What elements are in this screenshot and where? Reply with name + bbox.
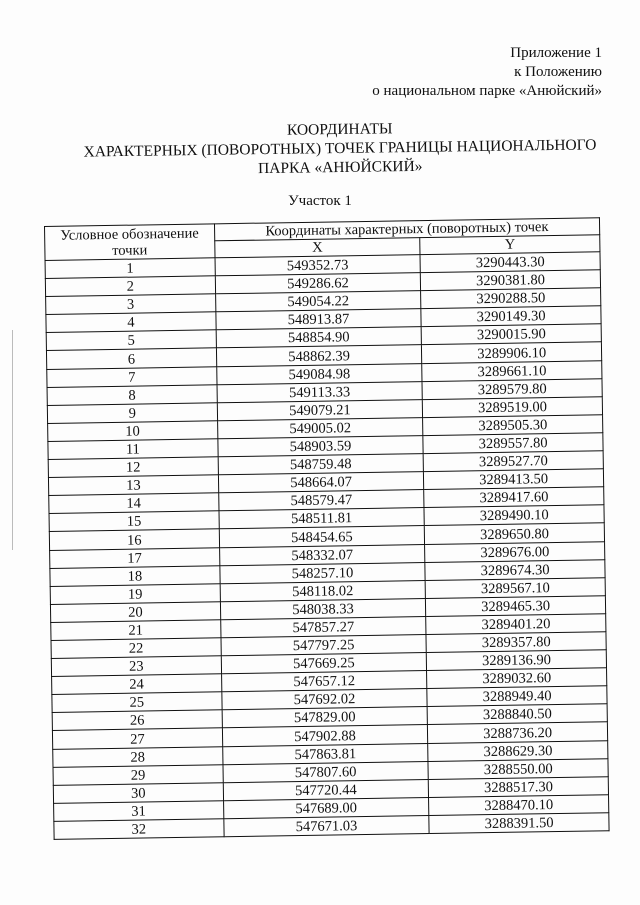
y-coordinate-cell: 3290015.90 (421, 324, 601, 345)
x-coordinate-cell: 547657.12 (221, 671, 427, 692)
y-coordinate-cell: 3288470.10 (429, 795, 609, 816)
x-coordinate-cell: 548038.33 (220, 598, 426, 619)
point-number-cell: 25 (52, 692, 222, 713)
x-coordinate-cell: 549079.21 (217, 399, 423, 420)
point-number-cell: 5 (46, 330, 216, 351)
x-coordinate-cell: 549286.62 (215, 273, 421, 294)
y-coordinate-cell: 3289661.10 (422, 360, 602, 381)
point-number-cell: 2 (45, 276, 215, 297)
y-coordinate-cell: 3288629.30 (428, 740, 608, 761)
y-coordinate-cell: 3289676.00 (425, 541, 605, 562)
x-coordinate-cell: 548862.39 (216, 345, 422, 366)
y-coordinate-cell: 3289519.00 (423, 397, 603, 418)
x-coordinate-cell: 547689.00 (223, 797, 429, 818)
x-coordinate-cell: 548664.07 (218, 472, 424, 493)
x-coordinate-cell: 547720.44 (223, 779, 429, 800)
point-number-cell: 32 (54, 819, 224, 840)
header-x: X (214, 238, 420, 258)
y-coordinate-cell: 3290443.30 (420, 252, 600, 273)
point-number-cell: 14 (49, 493, 219, 514)
y-coordinate-cell: 3289401.20 (426, 614, 606, 635)
point-number-cell: 29 (53, 764, 223, 785)
point-number-cell: 27 (52, 728, 222, 749)
y-coordinate-cell: 3289579.80 (422, 378, 602, 399)
point-number-cell: 31 (54, 801, 224, 822)
x-coordinate-cell: 547797.25 (221, 635, 427, 656)
x-coordinate-cell: 547807.60 (223, 761, 429, 782)
y-coordinate-cell: 3289413.50 (424, 469, 604, 490)
appendix-line-1: Приложение 1 (510, 45, 602, 61)
x-coordinate-cell: 548454.65 (219, 526, 425, 547)
x-coordinate-cell: 548257.10 (220, 562, 426, 583)
point-number-cell: 19 (50, 583, 220, 604)
point-number-cell: 26 (52, 710, 222, 731)
x-coordinate-cell: 548579.47 (218, 490, 424, 511)
y-coordinate-cell: 3289505.30 (423, 415, 603, 436)
x-coordinate-cell: 547829.00 (222, 707, 428, 728)
point-number-cell: 10 (48, 421, 218, 442)
title-line-2: ХАРАКТЕРНЫХ (ПОВОРОТНЫХ) ТОЧЕК ГРАНИЦЫ НАЦИОНАЛЬНОГО (83, 136, 597, 161)
y-coordinate-cell: 3288840.50 (427, 704, 607, 725)
x-coordinate-cell: 548332.07 (219, 544, 425, 565)
x-coordinate-cell: 547863.81 (222, 743, 428, 764)
appendix-line-2: к Положению (514, 64, 602, 80)
point-number-cell: 28 (53, 746, 223, 767)
scan-edge-line (12, 330, 13, 550)
section-label: Участок 1 (288, 193, 352, 209)
x-coordinate-cell: 547669.25 (221, 653, 427, 674)
title-line-3: ПАРКА «АНЮЙСКИЙ» (257, 157, 423, 178)
x-coordinate-cell: 548511.81 (219, 508, 425, 529)
appendix-note (372, 44, 602, 101)
coordinates-table (44, 217, 610, 840)
coordinates-table-body (45, 252, 609, 840)
y-coordinate-cell: 3288517.30 (429, 776, 609, 797)
x-coordinate-cell: 548903.59 (218, 436, 424, 457)
x-coordinate-cell: 549054.22 (215, 291, 421, 312)
y-coordinate-cell: 3288550.00 (428, 758, 608, 779)
point-number-cell: 7 (47, 366, 217, 387)
point-number-cell: 8 (47, 384, 217, 405)
point-number-cell: 18 (50, 565, 220, 586)
point-number-cell: 23 (51, 656, 221, 677)
y-coordinate-cell: 3288949.40 (427, 686, 607, 707)
point-number-cell: 17 (50, 547, 220, 568)
point-number-cell: 3 (46, 294, 216, 315)
document-title (40, 116, 640, 181)
x-coordinate-cell: 549005.02 (217, 417, 423, 438)
y-coordinate-cell: 3290288.50 (421, 288, 601, 309)
x-coordinate-cell: 548913.87 (216, 309, 422, 330)
x-coordinate-cell: 548118.02 (220, 580, 426, 601)
y-coordinate-cell: 3288736.20 (428, 722, 608, 743)
x-coordinate-cell: 547671.03 (224, 815, 430, 836)
y-coordinate-cell: 3289032.60 (427, 668, 607, 689)
point-number-cell: 24 (52, 674, 222, 695)
y-coordinate-cell: 3289650.80 (425, 523, 605, 544)
point-number-cell: 13 (48, 475, 218, 496)
x-coordinate-cell: 549113.33 (217, 381, 423, 402)
point-number-cell: 16 (49, 529, 219, 550)
y-coordinate-cell: 3290381.80 (421, 270, 601, 291)
x-coordinate-cell: 547692.02 (222, 689, 428, 710)
x-coordinate-cell: 548759.48 (218, 454, 424, 475)
y-coordinate-cell: 3289557.80 (423, 433, 603, 454)
point-number-cell: 22 (51, 638, 221, 659)
y-coordinate-cell: 3288391.50 (429, 813, 609, 834)
y-coordinate-cell: 3289567.10 (425, 577, 605, 598)
x-coordinate-cell: 548854.90 (216, 327, 422, 348)
header-point-designation: Условное обозначение точки (45, 224, 215, 261)
y-coordinate-cell: 3289490.10 (424, 505, 604, 526)
point-number-cell: 12 (48, 457, 218, 478)
x-coordinate-cell: 547902.88 (222, 725, 428, 746)
point-number-cell: 30 (53, 782, 223, 803)
x-coordinate-cell: 549084.98 (216, 363, 422, 384)
y-coordinate-cell: 3289674.30 (425, 559, 605, 580)
header-y: Y (420, 235, 600, 255)
x-coordinate-cell: 549352.73 (215, 255, 421, 276)
y-coordinate-cell: 3289906.10 (422, 342, 602, 363)
point-number-cell: 1 (45, 258, 215, 279)
y-coordinate-cell: 3290149.30 (421, 306, 601, 327)
y-coordinate-cell: 3289357.80 (426, 632, 606, 653)
y-coordinate-cell: 3289465.30 (426, 596, 606, 617)
point-number-cell: 11 (48, 439, 218, 460)
y-coordinate-cell: 3289136.90 (427, 650, 607, 671)
point-number-cell: 21 (51, 620, 221, 641)
y-coordinate-cell: 3289527.70 (423, 451, 603, 472)
title-line-1: КООРДИНАТЫ (286, 120, 393, 139)
appendix-line-3: о национальном парке «Анюйский» (372, 83, 602, 99)
y-coordinate-cell: 3289417.60 (424, 487, 604, 508)
x-coordinate-cell: 547857.27 (220, 616, 426, 637)
point-number-cell: 9 (47, 403, 217, 424)
point-number-cell: 4 (46, 312, 216, 333)
header-coordinates: Координаты характерных (поворотных) точек (214, 218, 600, 241)
point-number-cell: 20 (50, 602, 220, 623)
point-number-cell: 15 (49, 511, 219, 532)
point-number-cell: 6 (46, 348, 216, 369)
